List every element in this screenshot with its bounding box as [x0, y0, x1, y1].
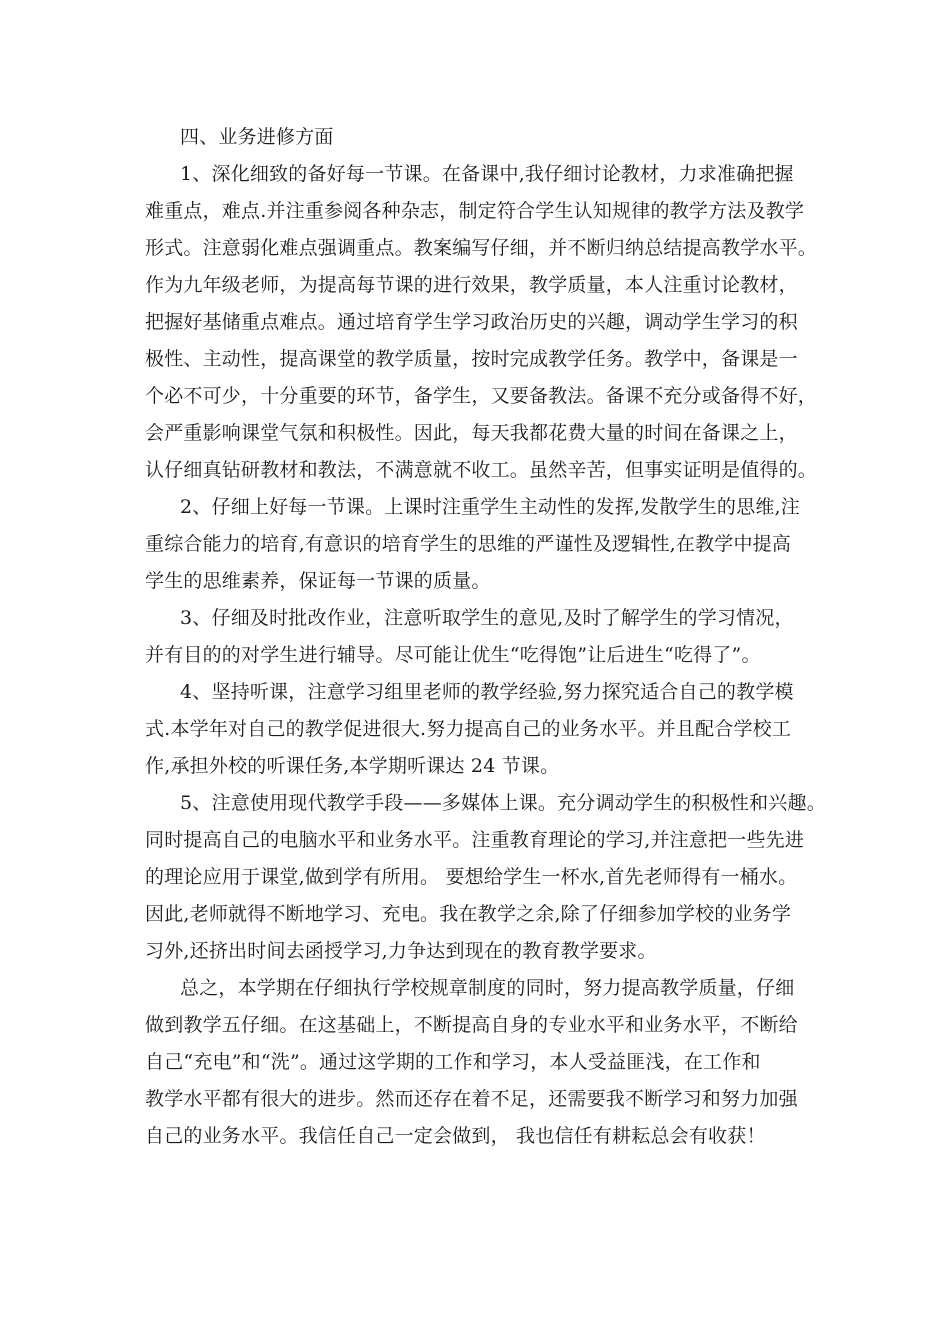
paragraph-3-line-2: 并有目的的对学生进行辅导。尽可能让优生“吃得饱”让后进生“吃得了”。 — [145, 644, 761, 666]
paragraph-5-line-3: 的理论应用于课堂,做到学有所用。 要想给学生一杯水,首先老师得有一桶水。 — [145, 866, 798, 888]
paragraph-5-line-4: 因此,老师就得不断地学习、充电。我在教学之余,除了仔细参加学校的业务学 — [145, 903, 792, 925]
paragraph-2-line-3: 学生的思维素养，保证每一节课的质量。 — [145, 570, 491, 592]
paragraph-6-line-2: 做到教学五仔细。在这基础上，不断提高自身的专业水平和业务水平，不断给 — [145, 1014, 798, 1036]
section-heading: 四、业务进修方面 — [180, 126, 334, 148]
paragraph-4-line-1: 4、坚持听课，注意学习组里老师的教学经验,努力探究适合自己的教学模 — [180, 681, 794, 703]
paragraph-5-line-2: 同时提高自己的电脑水平和业务水平。注重教育理论的学习,并注意把一些先进 — [145, 829, 805, 851]
paragraph-1-line-2: 难重点，难点.并注重参阅各种杂志，制定符合学生认知规律的教学方法及教学 — [145, 200, 805, 222]
paragraph-1-line-7: 个必不可少，十分重要的环节，备学生，又要备教法。备课不充分或备得不好， — [145, 385, 818, 407]
paragraph-1-line-1: 1、深化细致的备好每一节课。在备课中,我仔细讨论教材，力求准确把握 — [180, 163, 794, 185]
paragraph-1-line-9: 认仔细真钻研教材和教法，不满意就不收工。虽然辛苦，但事实证明是值得的。 — [145, 459, 818, 481]
paragraph-2-line-2: 重综合能力的培育,有意识的培育学生的思维的严谨性及逻辑性,在教学中提高 — [145, 533, 792, 555]
paragraph-6-line-4: 教学水平都有很大的进步。然而还存在着不足，还需要我不断学习和努力加强 — [145, 1088, 798, 1110]
paragraph-1-line-4: 作为九年级老师，为提高每节课的进行效果，教学质量，本人注重讨论教材， — [145, 274, 798, 296]
paragraph-5-line-5: 习外,还挤出时间去函授学习,力争达到现在的教育教学要求。 — [145, 940, 657, 962]
paragraph-6-line-1: 总之，本学期在仔细执行学校规章制度的同时，努力提高教学质量，仔细 — [180, 977, 795, 999]
paragraph-6-line-3: 自己“充电”和“洗”。通过这学期的工作和学习，本人受益匪浅，在工作和 — [145, 1051, 761, 1073]
paragraph-1-line-3: 形式。注意弱化难点强调重点。教案编写仔细，并不断归纳总结提高教学水平。 — [145, 237, 818, 259]
paragraph-4-line-2: 式.本学年对自己的教学促进很大.努力提高自己的业务水平。并且配合学校工 — [145, 718, 792, 740]
paragraph-4-line-3: 作,承担外校的听课任务,本学期听课达 24 节课。 — [145, 755, 560, 777]
paragraph-5-line-1: 5、注意使用现代教学手段——多媒体上课。充分调动学生的积极性和兴趣。 — [180, 792, 826, 814]
paragraph-6-line-5: 自己的业务水平。我信任自己一定会做到， 我也信任有耕耘总会有收获！ — [145, 1125, 766, 1147]
paragraph-3-line-1: 3、仔细及时批改作业，注意听取学生的意见,及时了解学生的学习情况， — [180, 607, 794, 629]
paragraph-1-line-5: 把握好基储重点难点。通过培育学生学习政治历史的兴趣，调动学生学习的积 — [145, 311, 798, 333]
paragraph-2-line-1: 2、仔细上好每一节课。上课时注重学生主动性的发挥,发散学生的思维,注 — [180, 496, 800, 518]
paragraph-1-line-8: 会严重影响课堂气氛和积极性。因此，每天我都花费大量的时间在备课之上， — [145, 422, 798, 444]
paragraph-1-line-6: 极性、主动性，提高课堂的教学质量，按时完成教学任务。教学中，备课是一 — [145, 348, 798, 370]
